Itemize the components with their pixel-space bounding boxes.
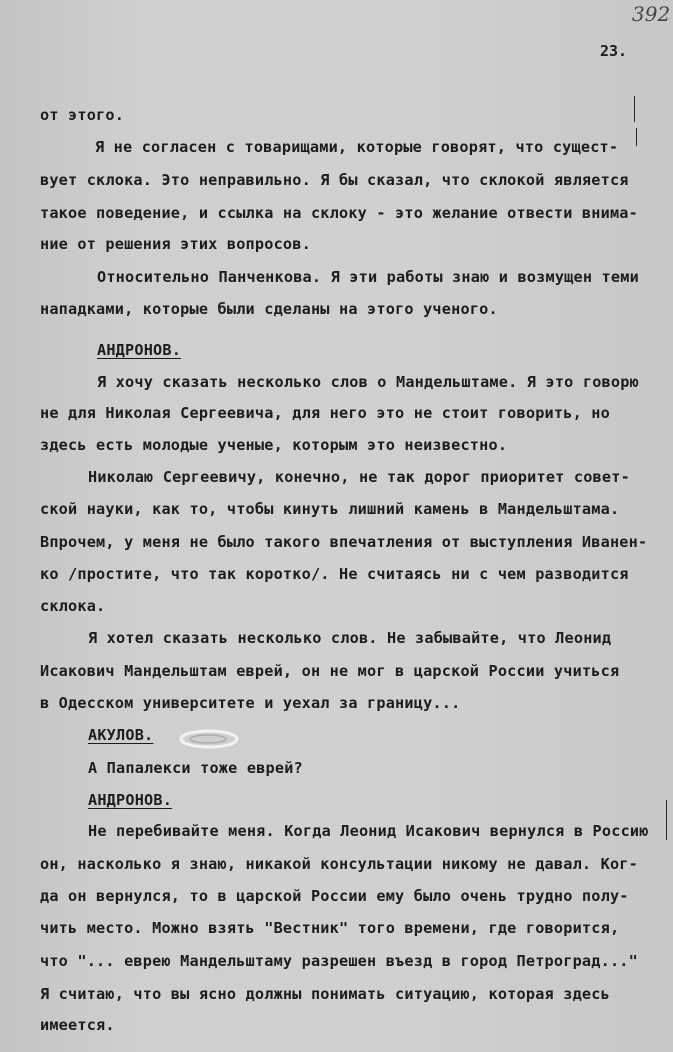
text-line: чить место. Можно взять "Вестник" того времени, где говорится, bbox=[40, 919, 620, 937]
page-number: 23. bbox=[600, 42, 628, 60]
text-line: Я не согласен с товарищами, которые говорят, что сущест- bbox=[95, 138, 619, 156]
text-line: в Одесском университете и уехал за границу... bbox=[40, 694, 461, 712]
text-line: да он вернулся, то в царской России ему было очень трудно полу- bbox=[40, 887, 629, 905]
text-line: Не перебивайте меня. Когда Леонид Исакович вернулся в Россию bbox=[88, 822, 649, 840]
smudge-mark bbox=[178, 727, 240, 751]
text-line: Николаю Сергеевичу, конечно, не так дорог приоритет совет- bbox=[88, 468, 630, 486]
text-line: от этого. bbox=[40, 106, 125, 124]
text-line: такое поведение, и ссылка на склоку - это желание отвести внима- bbox=[40, 204, 638, 222]
text-line: Я хотел сказать несколько слов. Не забывайте, что Леонид bbox=[88, 629, 612, 647]
speaker-name: АКУЛОВ. bbox=[88, 726, 154, 744]
margin-mark bbox=[634, 96, 635, 122]
text-line: вует склока. Это неправильно. Я бы сказал, что склокой является bbox=[40, 171, 629, 189]
margin-mark bbox=[666, 800, 667, 840]
archive-number: 392 bbox=[632, 2, 671, 26]
text-line: имеется. bbox=[40, 1016, 115, 1034]
speaker-name: АНДРОНОВ. bbox=[97, 341, 182, 359]
text-line: ко /простите, что так коротко/. Не считаясь ни с чем разводится bbox=[40, 565, 629, 583]
text-line: Исакович Мандельштам еврей, он не мог в царской России учиться bbox=[40, 662, 620, 680]
margin-mark bbox=[636, 128, 637, 146]
text-line: Я хочу сказать несколько слов о Мандельштаме. Я это говорю bbox=[97, 373, 639, 391]
text-line: Относительно Панченкова. Я эти работы знаю и возмущен теми bbox=[97, 268, 639, 286]
speaker-name: АНДРОНОВ. bbox=[88, 791, 173, 809]
text-line: ской науки, как то, чтобы кинуть лишний камень в Мандельштама. bbox=[40, 500, 620, 518]
text-line: склока. bbox=[40, 597, 106, 615]
text-line: не для Николая Сергеевича, для него это не стоит говорить, но bbox=[40, 404, 610, 422]
text-line: А Папалекси тоже еврей? bbox=[88, 759, 303, 777]
text-line: Впрочем, у меня не было такого впечатления от выступления Иванен- bbox=[40, 533, 648, 551]
text-line: он, насколько я знаю, никакой консультации никому не давал. Ког- bbox=[40, 855, 638, 873]
text-line: Я считаю, что вы ясно должны понимать ситуацию, которая здесь bbox=[40, 985, 610, 1003]
text-line: ние от решения этих вопросов. bbox=[40, 235, 311, 253]
text-line: нападками, которые были сделаны на этого ученого. bbox=[40, 300, 498, 318]
text-line: здесь есть молодые ученые, которым это неизвестно. bbox=[40, 436, 508, 454]
text-line: что "... еврею Мандельштаму разрешен въезд в город Петроград..." bbox=[40, 952, 638, 970]
